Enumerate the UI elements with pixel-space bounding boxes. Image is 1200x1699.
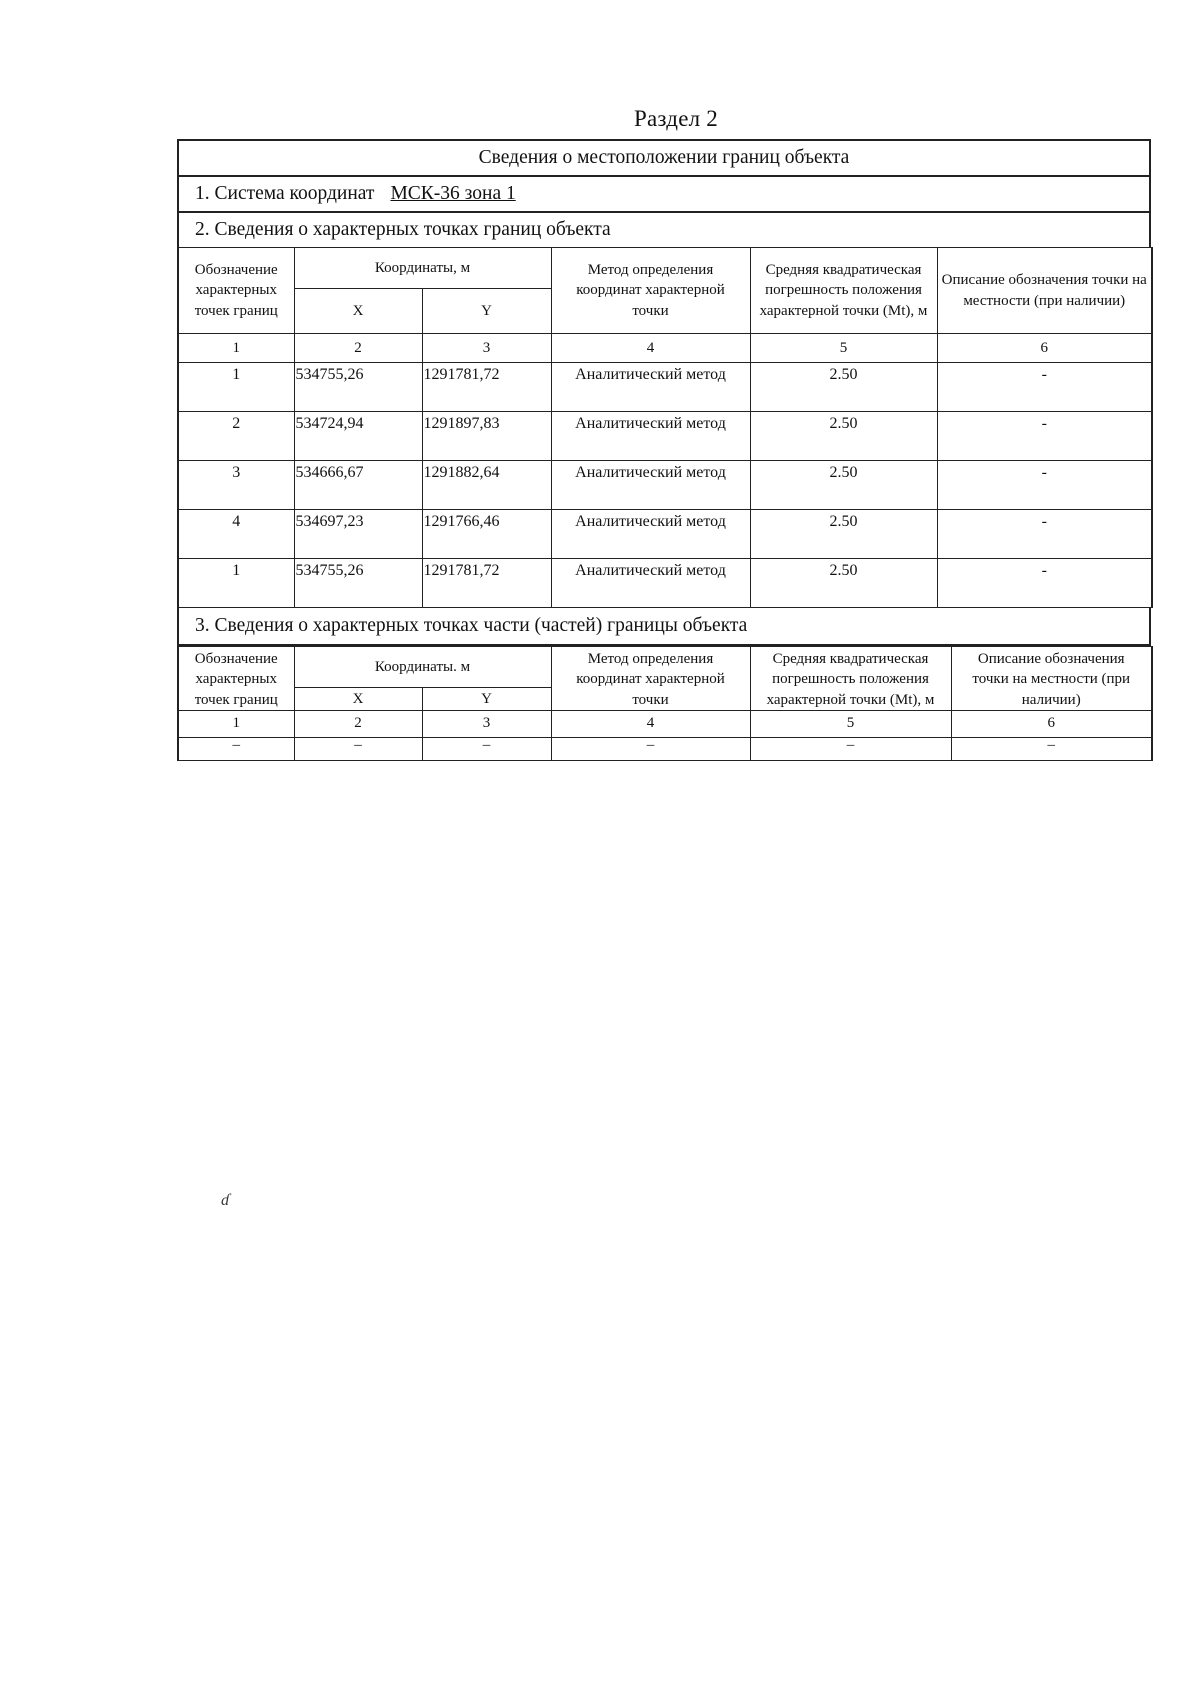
header-x: X (294, 687, 422, 710)
cell-y: 1291766,46 (422, 510, 551, 559)
cell-method: Аналитический метод (551, 461, 750, 510)
cell-x: 534666,67 (294, 461, 422, 510)
column-number: 2 (294, 710, 422, 737)
header-y: Y (422, 687, 551, 710)
cell-method: Аналитический метод (551, 510, 750, 559)
column-number: 5 (750, 710, 951, 737)
table-row (178, 412, 1152, 461)
header-error: Средняя квадратическая погрешность положения характерной точки (Mt), м (750, 248, 937, 334)
document-title: Сведения о местоположении границ объекта (177, 139, 1151, 175)
cell-description: - (937, 363, 1152, 412)
coordinate-system-line (177, 175, 1151, 211)
coordinate-system-value: МСК-36 зона 1 (390, 183, 516, 204)
section3-title: 3. Сведения о характерных точках части (частей) границы объекта (177, 608, 1151, 646)
header-point: Обозначение характерных точек границ (178, 647, 294, 711)
header-description: Описание обозначения точки на местности (при наличии) (951, 647, 1152, 711)
cell-x: 534697,23 (294, 510, 422, 559)
cell-point: 3 (178, 461, 294, 510)
column-number: 3 (422, 334, 551, 363)
section2-title: 2. Сведения о характерных точках границ объекта (177, 211, 1151, 247)
cell-method: Аналитический метод (551, 363, 750, 412)
cell-description: - (937, 559, 1152, 608)
cell-y: 1291897,83 (422, 412, 551, 461)
table-row (178, 510, 1152, 559)
cell-description: - (937, 510, 1152, 559)
cell-x: 534755,26 (294, 363, 422, 412)
header-method: Метод определения координат характерной точки (551, 248, 750, 334)
column-number: 2 (294, 334, 422, 363)
cell-y: 1291882,64 (422, 461, 551, 510)
section2-table (177, 247, 1153, 608)
cell-point: 1 (178, 363, 294, 412)
column-number: 1 (178, 334, 294, 363)
header-error: Средняя квадратическая погрешность положения характерной точки (Mt), м (750, 647, 951, 711)
section3-table (177, 646, 1153, 761)
cell-point: – (178, 737, 294, 760)
cell-x: 534724,94 (294, 412, 422, 461)
header-coords: Координаты, м (294, 248, 551, 289)
header-y: Y (422, 289, 551, 334)
cell-error: 2.50 (750, 412, 937, 461)
stray-mark: ɗ (221, 1192, 229, 1209)
column-number: 1 (178, 710, 294, 737)
cell-error: – (750, 737, 951, 760)
cell-point: 1 (178, 559, 294, 608)
cell-y: 1291781,72 (422, 559, 551, 608)
cell-description: - (937, 461, 1152, 510)
cell-x: 534755,26 (294, 559, 422, 608)
coordinate-system-label: 1. Система координат (195, 183, 375, 204)
cell-description: – (951, 737, 1152, 760)
table-row (178, 363, 1152, 412)
table-row (178, 559, 1152, 608)
column-numbers-row (178, 334, 1152, 363)
header-coords: Координаты. м (294, 647, 551, 688)
cell-y: 1291781,72 (422, 363, 551, 412)
header-description: Описание обозначения точки на местности (при наличии) (937, 248, 1152, 334)
cell-error: 2.50 (750, 559, 937, 608)
table-row (178, 737, 1152, 760)
cell-error: 2.50 (750, 461, 937, 510)
header-method: Метод определения координат характерной точки (551, 647, 750, 711)
column-number: 4 (551, 710, 750, 737)
cell-x: – (294, 737, 422, 760)
header-x: X (294, 289, 422, 334)
table-row (178, 461, 1152, 510)
header-point: Обозначение характерных точек границ (178, 248, 294, 334)
cell-method: – (551, 737, 750, 760)
column-number: 4 (551, 334, 750, 363)
column-number: 6 (937, 334, 1152, 363)
column-numbers-row (178, 710, 1152, 737)
cell-error: 2.50 (750, 510, 937, 559)
column-number: 3 (422, 710, 551, 737)
column-number: 6 (951, 710, 1152, 737)
cell-point: 2 (178, 412, 294, 461)
cell-method: Аналитический метод (551, 412, 750, 461)
cell-y: – (422, 737, 551, 760)
boundary-document (177, 139, 1151, 761)
cell-error: 2.50 (750, 363, 937, 412)
cell-method: Аналитический метод (551, 559, 750, 608)
section-heading: Раздел 2 (634, 106, 718, 131)
cell-point: 4 (178, 510, 294, 559)
cell-description: - (937, 412, 1152, 461)
column-number: 5 (750, 334, 937, 363)
